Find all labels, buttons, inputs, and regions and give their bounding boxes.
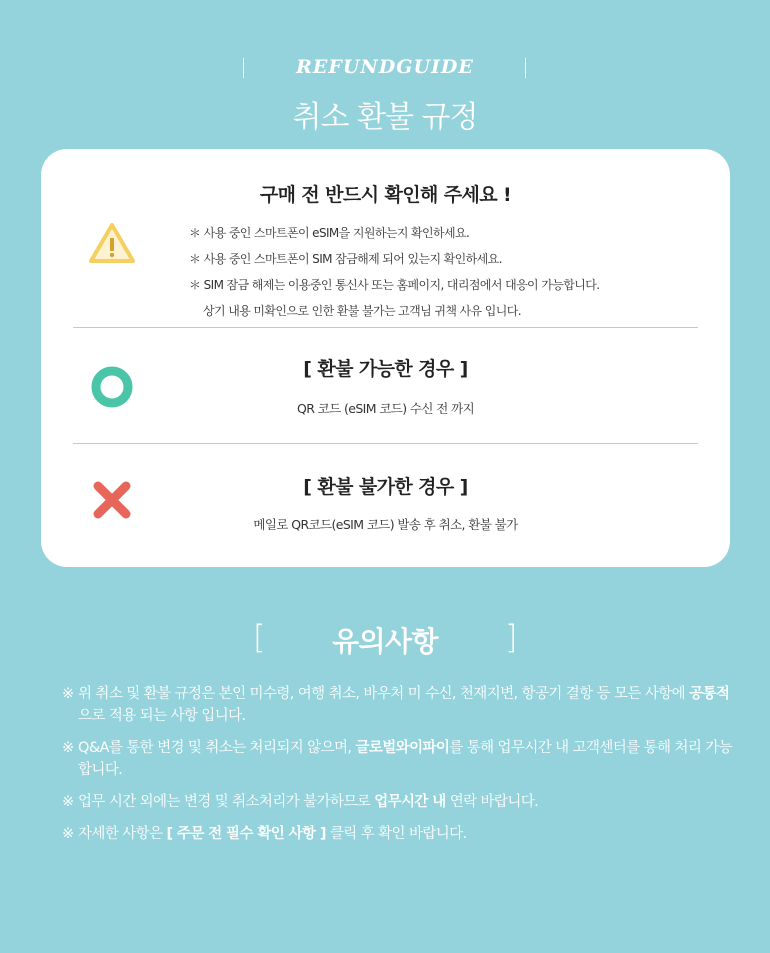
rule-text: Q&A를 통한 변경 및 취소는 처리되지 않으며, bbox=[78, 740, 356, 756]
non-refundable-title: [ 환불 불가한 경우 ] bbox=[303, 476, 468, 498]
rule-emphasis: 업무시간 내 bbox=[374, 794, 446, 810]
header-korean-title: 취소 환불 규정 bbox=[292, 100, 478, 135]
refund-policy-card bbox=[41, 149, 730, 567]
reference-mark: ※ bbox=[62, 794, 74, 810]
reference-mark: ※ bbox=[62, 826, 74, 842]
reference-mark: ※ bbox=[62, 686, 74, 702]
rule-text: 클릭 후 확인 바랍니다. bbox=[325, 826, 467, 842]
refundable-text: QR 코드 (eSIM 코드) 수신 전 까지 bbox=[296, 401, 475, 416]
notice-bracket-right: ] bbox=[505, 618, 517, 656]
rule-text: 를 통해 업무시간 내 고객센터를 통해 처리 가능합니다. bbox=[78, 740, 733, 778]
rule-emphasis: 글로벌와이파이 bbox=[355, 740, 450, 756]
warning-icon bbox=[87, 221, 137, 265]
non-refundable-text: 메일로 QR코드(eSIM 코드) 발송 후 취소, 환불 불가 bbox=[253, 517, 518, 532]
check-note: ＊ 사용 중인 스마트폰이 eSIM을 지원하는지 확인하세요. bbox=[189, 226, 470, 240]
notice-header bbox=[0, 618, 770, 662]
card-divider bbox=[73, 443, 698, 444]
rule-text: 자세한 사항은 bbox=[78, 826, 167, 842]
card-divider bbox=[73, 327, 698, 328]
check-note: ＊ SIM 잠금 해제는 이용중인 통신사 또는 홈페이지, 대리점에서 대응이 가능합니다. bbox=[189, 278, 600, 292]
pre-order-check-link[interactable]: [ 주문 전 필수 확인 사항 ] bbox=[166, 826, 326, 842]
notice-rule bbox=[62, 683, 742, 727]
notice-rule bbox=[62, 737, 742, 781]
rule-emphasis: 공통적 bbox=[689, 686, 730, 702]
notice-rule bbox=[62, 823, 742, 845]
rule-text: 연락 바랍니다. bbox=[445, 794, 539, 810]
header-english-title: REFUNDGUIDE bbox=[296, 56, 474, 78]
refundable-title: [ 환불 가능한 경우 ] bbox=[303, 358, 468, 380]
check-note: 상기 내용 미확인으로 인한 환불 불가는 고객님 귀책 사유 입니다. bbox=[203, 304, 521, 318]
check-title: 구매 전 반드시 확인해 주세요 ! bbox=[259, 184, 512, 206]
reference-mark: ※ bbox=[62, 740, 74, 756]
rule-text: 업무 시간 외에는 변경 및 취소처리가 불가하므로 bbox=[78, 794, 375, 810]
check-note: ＊ 사용 중인 스마트폰이 SIM 잠금해제 되어 있는지 확인하세요. bbox=[189, 252, 502, 266]
notice-rule bbox=[62, 791, 742, 813]
notice-rules bbox=[62, 683, 742, 855]
check-notes bbox=[189, 220, 709, 324]
notice-title: 유의사항 bbox=[332, 625, 438, 658]
notice-bracket-left: [ bbox=[253, 618, 265, 656]
rule-text: 위 취소 및 환불 규정은 본인 미수령, 여행 취소, 바우처 미 수신, 천재지변, 항공기 결항 등 모든 사항에 bbox=[78, 686, 690, 702]
rule-text: 으로 적용 되는 사항 입니다. bbox=[78, 708, 246, 724]
